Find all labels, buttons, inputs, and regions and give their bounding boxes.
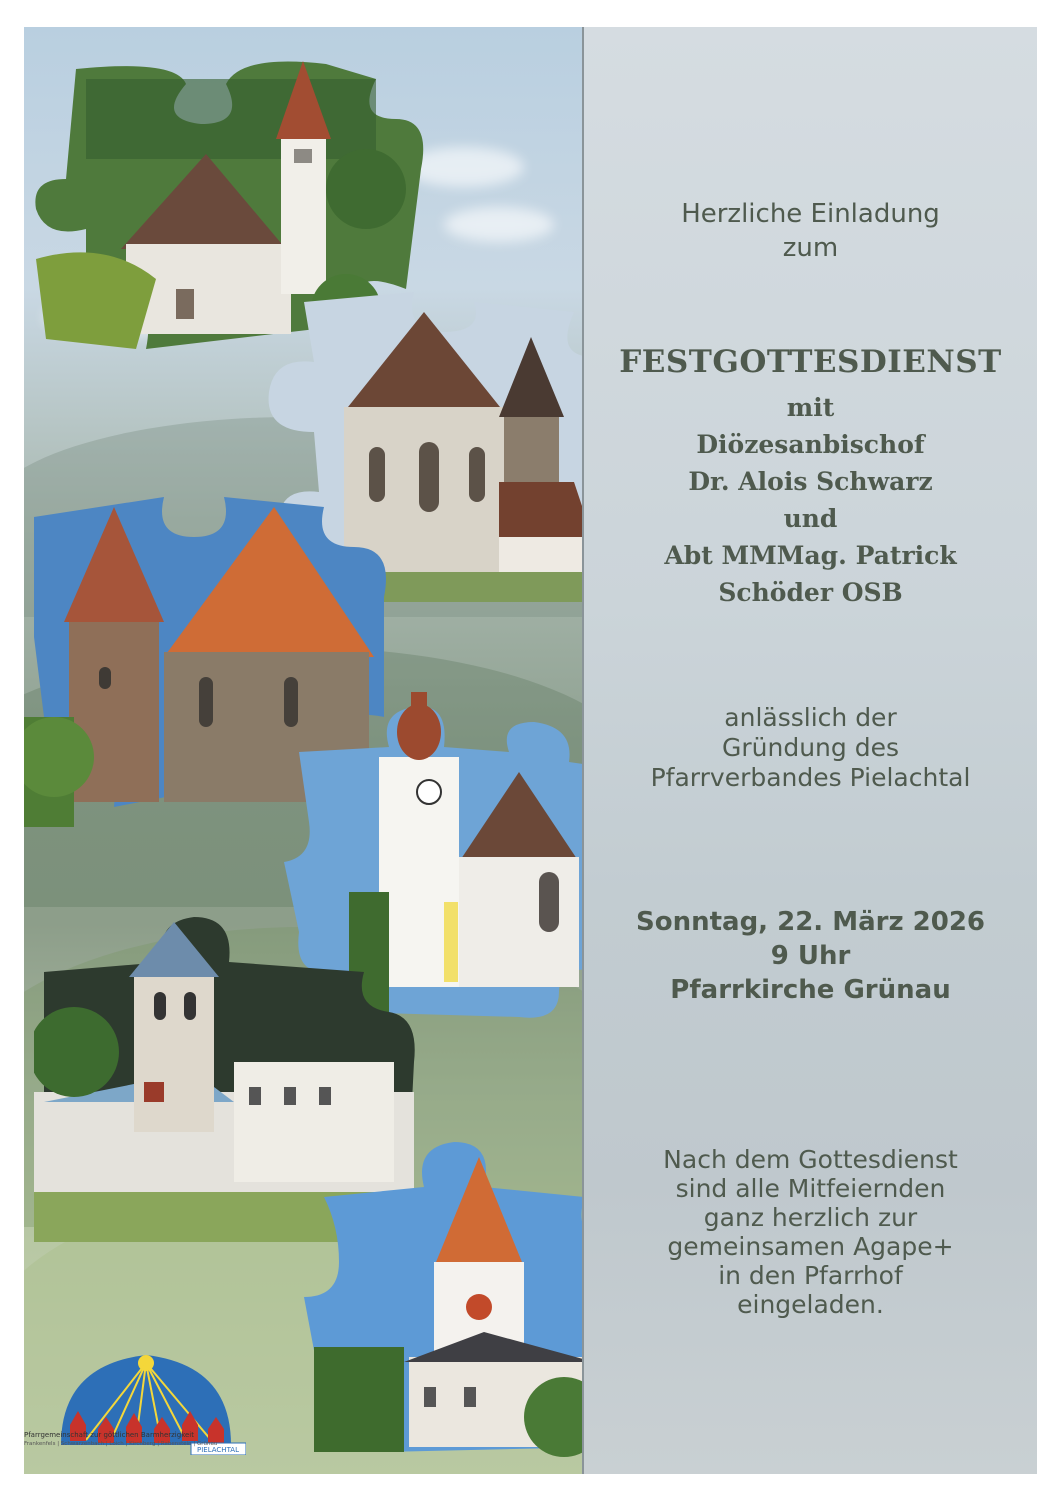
invitation-text-panel bbox=[584, 27, 1037, 1474]
logo-parishes: Frankenfels | Schwarzenbach | Loich | Kirchberg | Rabenstein | Grünau bbox=[24, 1441, 218, 1447]
photo-collage-panel bbox=[24, 27, 582, 1474]
intro-line: zum bbox=[782, 233, 839, 263]
occasion-line: Pfarrverbandes Pielachtal bbox=[650, 763, 971, 792]
church-photo-puzzle-piece bbox=[284, 1117, 604, 1467]
celebrants bbox=[584, 389, 1037, 611]
celebrant-line: Dr. Alois Schwarz bbox=[688, 467, 933, 496]
occasion-text bbox=[584, 703, 1037, 793]
agape-line: eingeladen. bbox=[737, 1290, 884, 1319]
celebrant-line: Diözesanbischof bbox=[696, 430, 925, 459]
agape-line: ganz herzlich zur bbox=[703, 1203, 918, 1232]
poster bbox=[24, 27, 1037, 1474]
logo-badge: PIELACHTAL bbox=[196, 1446, 240, 1454]
celebrant-line: Schöder OSB bbox=[718, 578, 903, 607]
celebrant-line: mit bbox=[786, 393, 835, 422]
event-title: FESTGOTTESDIENST bbox=[619, 344, 1002, 380]
intro-line: Herzliche Einladung bbox=[681, 199, 940, 229]
agape-line: gemeinsamen Agape+ bbox=[667, 1232, 954, 1261]
invitation-intro bbox=[584, 197, 1037, 265]
celebrant-line: Abt MMMag. Patrick bbox=[664, 541, 957, 570]
date-time-place bbox=[584, 905, 1037, 1007]
date-line: Sonntag, 22. März 2026 bbox=[635, 907, 986, 937]
agape-note bbox=[584, 1145, 1037, 1319]
agape-line: Nach dem Gottesdienst bbox=[663, 1145, 958, 1174]
celebrant-line: und bbox=[783, 504, 838, 533]
occasion-line: anlässlich der bbox=[724, 703, 897, 732]
occasion-line: Gründung des bbox=[722, 733, 899, 762]
logo-caption: Pfarrgemeinschaft zur göttlichen Barmherzigkeit bbox=[24, 1431, 194, 1439]
agape-line: in den Pfarrhof bbox=[718, 1261, 903, 1290]
time-line: 9 Uhr bbox=[770, 941, 851, 971]
place-line: Pfarrkirche Grünau bbox=[670, 975, 951, 1005]
agape-line: sind alle Mitfeiernden bbox=[675, 1174, 946, 1203]
